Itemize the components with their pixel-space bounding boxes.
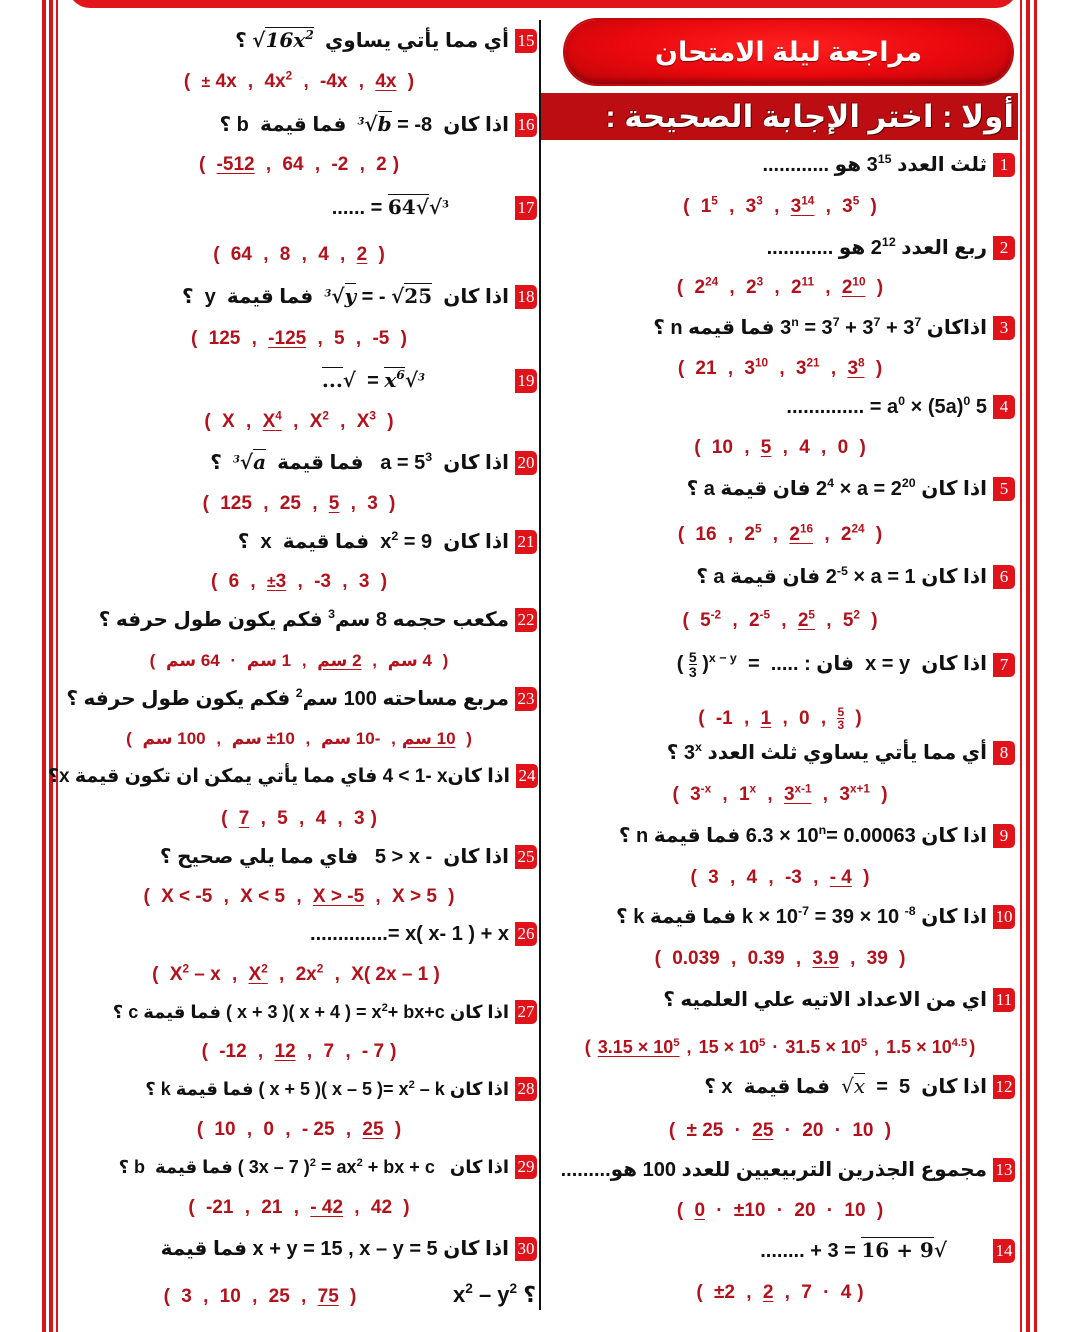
page-border-right-middle [1026, 0, 1030, 1332]
section-banner [541, 93, 1018, 140]
question-number-badge: 30 [515, 1237, 537, 1261]
question-number-badge: 2 [993, 236, 1015, 260]
option[interactable]: 3 [358, 571, 370, 592]
question-text: $^3$√√64 = ...... [331, 195, 449, 219]
option[interactable]: -21 [205, 1197, 234, 1218]
option-correct[interactable]: $3^{14}$ [790, 194, 815, 217]
option[interactable]: $2^3$ [746, 275, 764, 298]
answer-options-29: ( -21 , 21 , - 42 , 42 ) [188, 1197, 410, 1218]
title-pill [565, 20, 1012, 84]
question-28 [145, 1077, 537, 1101]
question-10 [616, 904, 1015, 929]
question-26 [310, 922, 537, 946]
question-text: اذا كان x + y = 15 , x – y = 5 فما قيمة [160, 1238, 509, 1260]
option-correct[interactable]: 25 [752, 1120, 774, 1141]
option[interactable]: 64 سم [166, 651, 220, 670]
question-text: اذا كان $2^4 \times a = 2^{20}$ فان قيمة a ؟ [686, 475, 987, 500]
question-5 [687, 476, 1015, 501]
option[interactable]: $X^3$ [356, 409, 376, 432]
option-correct[interactable]: $X^2$ [248, 962, 268, 985]
option[interactable]: -2 [331, 154, 349, 175]
question-text: اذا كان $k \times 10^{-7} = 39 \times 10$ $^{-8}$ فما قيمة k ؟ [616, 903, 987, 928]
option[interactable]: - 25 [301, 1119, 335, 1140]
answer-options-25: ( X < -5 , X < 5 , X > -5 , X > 5 ) [143, 886, 455, 907]
option[interactable]: -3 [314, 571, 331, 592]
question-number-badge: 25 [515, 845, 537, 869]
option[interactable]: $2^{-5}$ [748, 608, 770, 631]
option[interactable]: 0.039 [672, 948, 720, 969]
answer-options-11: ( $3.15 \times 10^5$ , $15 \times 10^5 \cdot 31.5 \times 10^5$ , $1.5 \times 10^{4.5}$ ) [584, 1036, 976, 1057]
question-text: اذا كان ( x + 5 )( x – 5 )= $x^2$ – k فما قيمة k ؟ [145, 1078, 509, 1099]
option[interactable]: $5^2$ [842, 608, 860, 631]
option[interactable]: 25 [268, 1286, 290, 1307]
option[interactable]: 7 [323, 1041, 335, 1062]
option[interactable]: 2 [376, 154, 387, 175]
answer-options-2: ( $2^{24}$ , $2^3$ , $2^{11}$ , $2^{10}$ ) [676, 275, 884, 298]
option-correct[interactable]: $3.15 \times 10^5$ [597, 1036, 680, 1057]
option-correct[interactable]: $X^4$ [262, 409, 282, 432]
option[interactable]: 7 [801, 1282, 812, 1303]
option[interactable]: ± 25 [686, 1120, 724, 1141]
option[interactable]: 10 [219, 1286, 241, 1307]
option[interactable]: $3^{21}$ [795, 356, 820, 379]
option-correct[interactable]: 5 [760, 437, 772, 458]
question-14 [760, 1238, 1015, 1263]
question-7 [677, 650, 1015, 679]
question-18 [182, 284, 537, 309]
option-correct[interactable]: -512 [216, 154, 255, 175]
question-number-badge: 10 [993, 905, 1015, 929]
question-text: اذا كان $^3$√b = -8 فما قيمة b ؟ [219, 112, 509, 136]
option[interactable]: 21 [261, 1197, 283, 1218]
option[interactable]: $3^3$ [745, 194, 763, 217]
option[interactable]: 10 [711, 437, 733, 458]
option-correct[interactable]: 10 سم [401, 729, 456, 748]
page-border-left-middle [49, 0, 53, 1332]
option[interactable]: 8 [279, 244, 291, 265]
question-text: أي مما يأتي يساوي ثلث العدد 3$^x$ ؟ [666, 739, 987, 764]
option[interactable]: 64 [282, 154, 304, 175]
question-17 [332, 195, 537, 220]
question-30 [161, 1236, 537, 1261]
top-red-bar [68, 0, 1018, 8]
question-number-badge: 13 [993, 1158, 1015, 1182]
option[interactable]: 20 [802, 1120, 824, 1141]
answer-options-27: ( -12 , 12 , 7 , - 7 ) [201, 1041, 397, 1062]
option-correct[interactable]: - 4 [829, 867, 852, 888]
question-text: اذا كان ( x + 3 )( x + 4 ) = $x^2+ bx+c$ فما قيمة c ؟ [112, 1001, 509, 1022]
option-correct[interactable]: - 42 [310, 1197, 344, 1218]
question-30-continuation [453, 1282, 536, 1308]
option[interactable]: 125 [220, 493, 252, 514]
page-border-right-inner [1020, 0, 1022, 1332]
option[interactable]: $2x^2$ [295, 962, 324, 985]
option-correct[interactable]: 2 [762, 1282, 774, 1303]
answer-options-10: ( 0.039 , 0.39 , 3.9 , 39 ) [654, 948, 906, 969]
option-correct[interactable]: ±3 [266, 571, 287, 592]
option-correct[interactable]: 2 [356, 244, 368, 265]
answer-options-7: ( -1 , 1 , 0 , $\frac{5}{3}$ ) [698, 705, 862, 732]
option[interactable]: $3^5$ [842, 194, 860, 217]
question-number-badge: 24 [516, 764, 538, 788]
question-number-badge: 22 [515, 608, 537, 632]
option[interactable]: ±2 [713, 1282, 735, 1303]
option-correct[interactable]: 5 [328, 493, 340, 514]
option-correct[interactable]: -125 [268, 328, 307, 349]
question-3 [653, 315, 1015, 340]
option[interactable]: 42 [370, 1197, 393, 1218]
question-number-badge: 7 [993, 653, 1015, 677]
answer-options-23: ( 10 سم, -10 سم , ±10 سم , 100 سم ) [126, 729, 472, 748]
option[interactable]: 3 [353, 808, 365, 829]
question-text: ثلث العدد $3^{15}$ هو ............ [762, 151, 987, 176]
option[interactable]: - 7 [361, 1041, 385, 1062]
answer-options-12: ( ± 25 · 25 · 20 · 10 ) [668, 1120, 892, 1141]
question-number-badge: 16 [515, 113, 537, 137]
question-6 [696, 564, 1015, 589]
question-9 [619, 823, 1015, 848]
option[interactable]: X > 5 [392, 886, 437, 907]
question-number-badge: 4 [993, 395, 1015, 419]
question-number-badge: 17 [515, 196, 537, 220]
option-correct[interactable]: 75 [317, 1286, 339, 1307]
option[interactable]: 0 [263, 1119, 274, 1140]
option-correct[interactable]: 7 [238, 808, 250, 829]
option[interactable]: ± 4x [201, 71, 237, 92]
option[interactable]: -3 [784, 867, 802, 888]
option[interactable]: 10 [852, 1120, 874, 1141]
question-29 [119, 1155, 537, 1179]
option-correct[interactable]: 3$^{x-1}$ [783, 782, 812, 805]
option-correct[interactable]: X > -5 [312, 886, 365, 907]
answer-options-6: ( $5^{-2}$ , $2^{-5}$ , $2^5$ , $5^2$ ) [682, 608, 878, 631]
page-border-left-inner [56, 0, 58, 1332]
question-number-badge: 29 [515, 1155, 537, 1179]
question-number-badge: 15 [515, 29, 537, 53]
question-text: اذا كان ( 3x – 7 )$^2 = ax^2$ + bx + c فما قيمة b ؟ [118, 1156, 509, 1177]
option[interactable]: $2^{11}$ [790, 275, 814, 298]
question-number-badge: 20 [515, 451, 537, 475]
question-21 [238, 529, 537, 554]
answer-options-9: ( 3 , 4 , -3 , - 4 ) [690, 867, 870, 888]
question-number-badge: 12 [993, 1075, 1015, 1099]
answer-options-4: ( 10 , 5 , 4 , 0 ) [694, 437, 866, 458]
option-correct[interactable]: 25 [362, 1119, 384, 1140]
question-text: اذا كان 5 = √x فما قيمة x ؟ [704, 1074, 987, 1098]
question-number-badge: 23 [515, 687, 537, 711]
option[interactable]: 4 [318, 244, 329, 265]
option[interactable]: 100 سم [142, 729, 206, 748]
option[interactable]: -10 سم [321, 729, 381, 748]
question-number-badge: 8 [993, 741, 1015, 765]
option[interactable]: 4 [315, 808, 327, 829]
option[interactable]: 21 [695, 358, 717, 379]
question-8 [667, 740, 1015, 765]
question-15 [235, 28, 537, 53]
answer-options-28: ( 10 , 0 , - 25 , 25 ) [196, 1119, 402, 1140]
option[interactable]: 0 [837, 437, 849, 458]
option[interactable]: 3 [708, 867, 719, 888]
question-4 [786, 395, 1015, 419]
option[interactable]: 4 [746, 867, 758, 888]
option[interactable]: $2^5$ [744, 522, 762, 545]
question-13 [561, 1157, 1015, 1182]
question-number-badge: 9 [993, 824, 1015, 848]
question-number-badge: 1 [993, 153, 1015, 177]
option[interactable]: 1 سم [246, 651, 292, 670]
question-text: مجموع الجذرين التربيعيين للعدد 100 هو......... [560, 1159, 987, 1181]
answer-options-15: ( ± 4x , $4x^2$ , -4x , 4x ) [183, 69, 415, 92]
question-number-badge: 27 [515, 1000, 537, 1024]
option[interactable]: $\frac{5}{3}$ [837, 705, 845, 732]
question-text: x( x- 1 ) + x =.............. [310, 922, 509, 945]
option[interactable]: 16 [695, 524, 717, 545]
answer-options-5: ( 16 , $2^5$ , $2^{16}$ , $2^{24}$ ) [677, 522, 883, 545]
option[interactable]: 64 [230, 244, 252, 265]
answer-options-24: ( 7 , 5 , 4 , 3 ) [221, 808, 377, 829]
question-number-badge: 26 [515, 922, 537, 946]
question-16 [219, 112, 537, 137]
answer-options-13: ( 0 · ±10 · 20 · 10 ) [676, 1200, 884, 1221]
option[interactable]: 10 [844, 1200, 866, 1221]
question-23 [66, 686, 537, 711]
question-2 [767, 235, 1015, 260]
option[interactable]: $3^{x+1}$ [839, 782, 870, 805]
option[interactable]: $4x^2$ [264, 69, 293, 92]
option-correct[interactable]: 3.9 [812, 948, 839, 969]
question-text: أي مما يأتي يساوي $√16x^2$ ؟ [235, 26, 509, 52]
section-title: أولا : اختر الإجابة الصحيحة : [605, 98, 1014, 134]
option[interactable]: 3 [367, 493, 378, 514]
answer-options-1: ( $1^5$ , $3^3$ , $3^{14}$ , $3^5$ ) [683, 194, 877, 217]
option[interactable]: X [222, 411, 235, 432]
option[interactable]: $2^{24}$ [840, 522, 865, 545]
option-correct[interactable]: $3^8$ [847, 356, 865, 379]
option-correct[interactable]: $2^{10}$ [841, 275, 866, 298]
question-text: √9 + 16 = 3 + ........ [760, 1238, 947, 1262]
option-correct[interactable]: $2^5$ [797, 608, 815, 631]
answer-options-18: ( 125 , -125 , 5 , -5 ) [191, 328, 407, 349]
option-correct[interactable]: 12 [274, 1041, 296, 1062]
question-text: اذا كان $^3$√y = - √25 فما قيمة y ؟ [181, 284, 509, 308]
question-22 [99, 607, 537, 632]
question-number-badge: 5 [993, 477, 1015, 501]
page-border-left-outer [42, 0, 46, 1332]
question-12 [704, 1074, 1015, 1099]
question-27 [113, 1000, 537, 1024]
option[interactable]: $1^5$ [700, 194, 718, 217]
question-text: اذا كان x = y فان : ..... = ( $\frac{5}{3}$ )$^{x - y}$ [676, 649, 987, 680]
option[interactable]: -1 [715, 707, 733, 729]
question-number-badge: 28 [515, 1077, 537, 1101]
option[interactable]: 125 [208, 328, 241, 349]
answer-options-22: ( 4 سم , 2 سم , 1 سم · 64 سم ) [149, 651, 449, 670]
option[interactable]: 20 [794, 1200, 816, 1221]
answer-options-8: ( $3^{-x}$ , 1$^x$ , 3$^{x-1}$ , $3^{x+1}$ ) [672, 782, 888, 805]
option[interactable]: 3 [181, 1286, 192, 1307]
question-text: اذا كان $a = 5^3$ فما قيمة $^3$√a ؟ [210, 449, 509, 474]
option[interactable]: 4 [799, 437, 810, 458]
option[interactable]: 5 [334, 328, 345, 349]
option-correct[interactable]: $2^{16}$ [789, 522, 814, 545]
page-title: مراجعة ليلة الامتحان [654, 36, 923, 67]
option[interactable]: 6 [228, 571, 240, 592]
question-text: اذا كان $2^{-5} \times a = 1$ فان قيمة a ؟ [696, 563, 987, 588]
question-text: اذاكان $3^n = 3^7 + 3^7 + 3^7$ فما قيمه n ؟ [653, 314, 987, 339]
option[interactable]: $X^2$ [309, 409, 329, 432]
question-20 [210, 450, 537, 475]
option[interactable]: 25 [279, 493, 301, 514]
answer-options-16: ( -512 , 64 , -2 , 2 ) [198, 154, 400, 175]
option[interactable]: X( 2x – 1 ) [351, 964, 440, 985]
option-correct[interactable]: 1 [760, 707, 772, 729]
option-correct[interactable]: 4x [375, 71, 397, 92]
question-1 [762, 152, 1015, 177]
answer-options-20: ( 125 , 25 , 5 , 3 ) [202, 493, 396, 514]
question-24 [48, 764, 538, 788]
option[interactable]: 5 [277, 808, 288, 829]
question-19 [322, 368, 537, 393]
option[interactable]: 10 [214, 1119, 236, 1140]
option[interactable]: X < 5 [240, 886, 286, 907]
column-divider [539, 20, 541, 1310]
option[interactable]: 39 [866, 948, 888, 969]
option[interactable]: X < -5 [161, 886, 213, 907]
answer-options-19: ( X , $X^4$ , $X^2$ , $X^3$ ) [204, 409, 394, 432]
option[interactable]: 0.39 [747, 948, 785, 969]
option[interactable]: $1.5 \times 10^{4.5}$ [886, 1036, 968, 1057]
answer-options-26: ( $X^2$ – x , $X^2$ , $2x^2$ , X( 2x – 1 ) [152, 962, 440, 985]
question-text: اذا كان $x^2 = 9$ فما قيمة x ؟ [237, 528, 509, 553]
option[interactable]: $X^2$ – x [169, 962, 221, 985]
option[interactable]: ±10 [733, 1200, 766, 1221]
question-number-badge: 3 [993, 316, 1015, 340]
answer-options-14: ( ±2 , 2 , 7 · 4 ) [696, 1282, 864, 1303]
option[interactable]: $3^{10}$ [744, 356, 769, 379]
question-number-badge: 19 [515, 369, 537, 393]
answer-options-3: ( 21 , $3^{10}$ , $3^{21}$ , $3^8$ ) [677, 356, 883, 379]
question-text: مكعب حجمه 8 سم$^3$ فكم يكون طول حرفه ؟ [98, 606, 509, 631]
question-number-badge: 18 [515, 285, 537, 309]
answer-options-21: ( 6 , ±3 , -3 , 3 ) [210, 571, 388, 592]
option[interactable]: $5^{-2}$ [700, 608, 722, 631]
option[interactable]: 0 [799, 707, 810, 729]
option[interactable]: -5 [372, 328, 390, 349]
option-correct[interactable]: 2 سم [317, 651, 362, 670]
page-border-right-outer [1034, 0, 1037, 1332]
option-correct[interactable]: 0 [694, 1200, 706, 1221]
question-text: $^3√x^6$ = √... [321, 366, 425, 392]
question-text-continued: ؟ $x^2 - y^2$ [453, 1281, 536, 1307]
option[interactable]: $15 \times 10^5$ [698, 1036, 766, 1057]
question-text: ربع العدد $2^{12}$ هو ............ [766, 234, 987, 259]
question-25 [160, 844, 537, 869]
option[interactable]: 4 [840, 1282, 852, 1303]
option[interactable]: $31.5 \times 10^5$ [785, 1036, 868, 1057]
question-number-badge: 6 [993, 565, 1015, 589]
option[interactable]: -4x [320, 71, 348, 92]
question-text: 5 $a^0 \times (5a)^0$ = .............. [786, 393, 987, 418]
option[interactable]: 1$^x$ [738, 782, 757, 805]
option[interactable]: $3^{-x}$ [690, 782, 712, 805]
option[interactable]: -12 [219, 1041, 247, 1062]
question-number-badge: 14 [993, 1239, 1015, 1263]
question-text: اذا كان4 < 1- x فاي مما يأتي يمكن ان تكون قيمة x؟ [47, 765, 510, 787]
option[interactable]: ±10 سم [231, 729, 295, 748]
option[interactable]: $2^{24}$ [694, 275, 719, 298]
question-text: اذا كان $6.3 \times 10^n= 0.00063$ فما قيمة n ؟ [618, 822, 987, 847]
answer-options-17: ( 64 , 8 , 4 , 2 ) [213, 244, 385, 265]
question-text: اي من الاعداد الاتيه علي العلميه ؟ [663, 989, 987, 1011]
question-number-badge: 11 [993, 988, 1015, 1012]
question-text: مربع مساحته 100 سم$^2$ فكم يكون طول حرفه ؟ [66, 685, 509, 710]
question-11 [663, 987, 1015, 1012]
answer-options-30: ( 3 , 10 , 25 , 75 ) [163, 1286, 357, 1307]
question-text: اذا كان 5 > x - فاي مما يلي صحيح ؟ [159, 846, 509, 868]
option[interactable]: 4 سم [387, 651, 432, 670]
question-number-badge: 21 [515, 530, 537, 554]
